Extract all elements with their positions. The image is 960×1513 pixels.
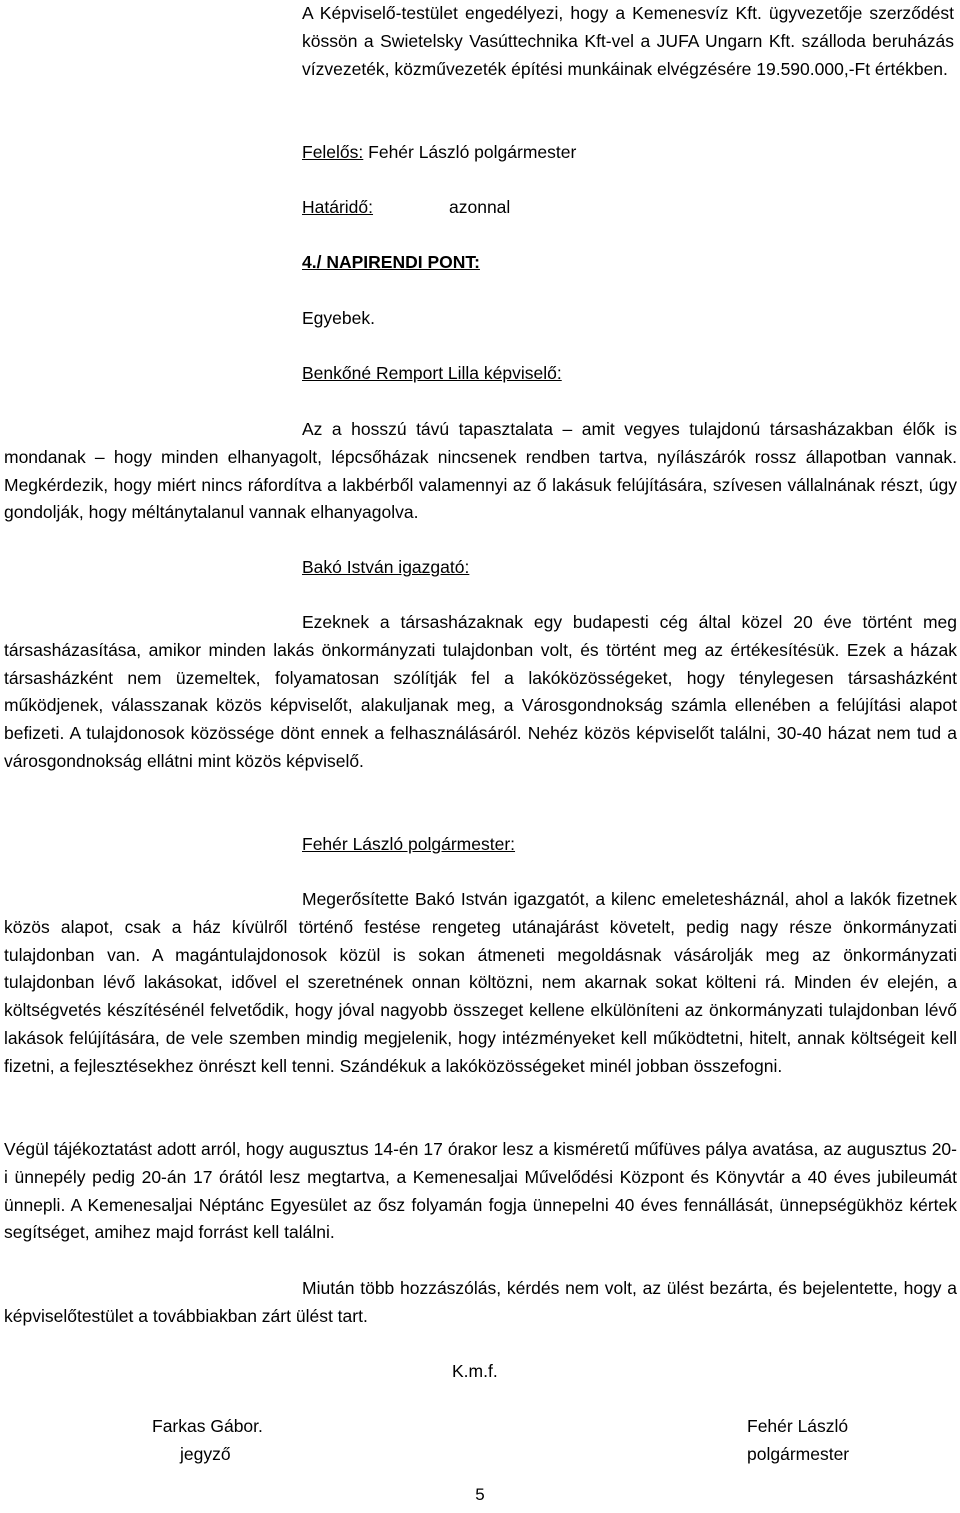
announcement-paragraph: Végül tájékoztatást adott arról, hogy augusztus 14-én 17 órakor lesz a kisméretű műfüves pálya avatása, az augusztus 20-i ünnepély pedig 20-án 17 órától lesz megtartva, a Kemenesaljai Művelődési Központ és Könyvtár a 40 éves jubileumát ünnepli. A Kemenesaljai Néptánc Egyesület az ősz folyamán fogja ünnepelni 40 éves fennállását, ünnepségükhöz kértek segítséget, amihez majd forrást kell találni.	[4, 1139, 957, 1243]
speaker-name-feher: Fehér László polgármester:	[302, 834, 516, 854]
speaker-name-benkone: Benkőné Remport Lilla képviselő:	[302, 363, 562, 383]
resolution-paragraph: A Képviselő-testület engedélyezi, hogy a Kemenesvíz Kft. ügyvezetője szerződést kössön a Swietelsky Vasúttechnika Kft-vel a JUFA Ungarn Kft. szálloda beruházás vízvezeték, közművezeték építési munkáinak elvégzésére 19.590.000,-Ft értékben.	[302, 3, 954, 79]
agenda-title: 4./ NAPIRENDI PONT:	[302, 252, 480, 272]
responsible-line	[302, 139, 576, 167]
deadline-line	[302, 194, 702, 222]
left-signature-name: Farkas Gábor.	[152, 1416, 263, 1436]
kmf-label: K.m.f.	[452, 1361, 498, 1381]
deadline-value: azonnal	[449, 197, 511, 217]
agenda-subtitle: Egyebek.	[302, 308, 375, 328]
closing-paragraph: Miután több hozzászólás, kérdés nem volt, az ülést bezárta, és bejelentette, hogy a képviselőtestület a továbbiakban zárt ülést tart.	[4, 1278, 957, 1326]
responsible-value: Fehér László polgármester	[363, 142, 577, 162]
speaker-paragraph: Az a hosszú távú tapasztalata – amit vegyes tulajdonú társasházakban élők is mondanak – hogy minden elhanyagolt, lépcsőházak nincsenek rendben tartva, nyílászárók rossz állapotban vannak. Megkérdezik, hogy miért nincs ráfordítva a lakbérből valamennyi az ő lakásuk felújítására, szívesen vállalnának részt, úgy gondolják, hogy méltánytalanul vannak elhanyagolva.	[4, 419, 957, 523]
speaker-paragraph: Ezeknek a társasházaknak egy budapesti cég által közel 20 éve történt meg társasházasítása, amikor minden lakás önkormányzati tulajdonban volt, és történt meg az értékesítésük. Ezek a házak társasházként nem üzemeltek, folyamatosan szólítják fel a lakóközösségeket, hogy ténylegesen társasházként működjenek, válasszanak közös képviselőt, alakuljanak meg, a Városgondnokság számla ellenében a felújítási alapot befizeti. A tulajdonosok közössége dönt ennek a felhasználásáról. Nehéz közös képviselőt találni, 30-40 házat nem tud a városgondnokság ellátni mint közös képviselő.	[4, 612, 957, 771]
speaker-name-bako: Bakó István igazgató:	[302, 557, 470, 577]
right-signature-name: Fehér László	[747, 1416, 849, 1436]
page-number: 5	[475, 1485, 485, 1504]
deadline-label: Határidő:	[302, 197, 374, 217]
speaker-paragraph: Megerősítette Bakó István igazgatót, a kilenc emeletesháznál, ahol a lakók fizetnek közös alapot, csak a ház kívülről történő festése rengeteg utánajárást követelt, pedig nagy része önkormányzati tulajdonban van. A magántulajdonosok közül is sokan átmeneti megoldásnak vásárolják meg az önkormányzati tulajdonban lévő lakásokat, idővel el szeretnének onnan költözni, nem akarnak sokat költeni rá. Minden év elején, a költségvetés készítésénél felvetődik, hogy jóval nagyobb összeget kellene elkülöníteni az önkormányzati tulajdonban lévő lakások felújítására, de vele szemben mindig megjelenik, hogy intézményeket kell működtetni, hitelt, annak költségeit kell fizetni, a fejlesztésekhez önrészt kell tenni. Szándékuk a lakóközösségeket minél jobban összefogni.	[4, 889, 957, 1076]
left-signature-title: jegyző	[180, 1444, 231, 1464]
responsible-label: Felelős:	[302, 142, 364, 162]
right-signature-title: polgármester	[747, 1444, 850, 1464]
